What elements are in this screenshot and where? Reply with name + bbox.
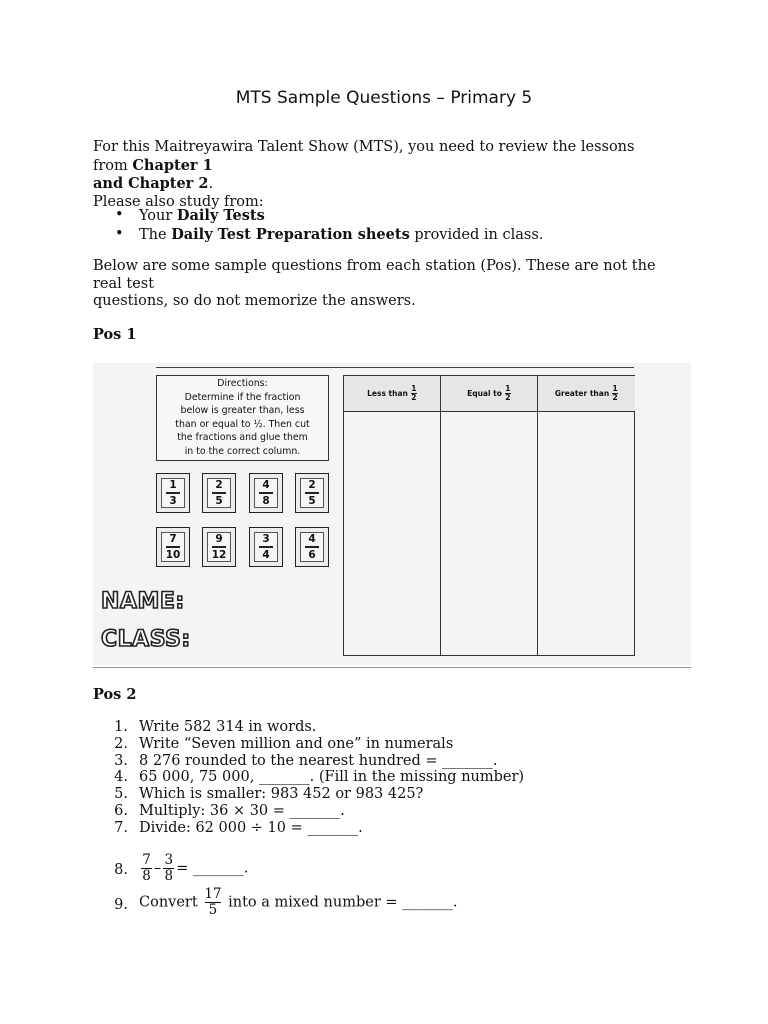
intro-line-3: Please also study from: (93, 193, 264, 210)
question-item-fraction-subtraction (93, 853, 693, 884)
pos2-heading: Pos 2 (93, 686, 137, 703)
bullet-icon: • (115, 225, 124, 242)
directions-line: than or equal to ½. Then cut (175, 418, 310, 430)
question-text: Write 582 314 in words. (139, 719, 317, 735)
column-numerator: 1 (505, 384, 511, 394)
column-label: Equal to (467, 389, 502, 398)
directions-line: in to the correct column. (184, 445, 301, 457)
question-text: 65 000, 75 000, _______. (Fill in the missing number) (139, 769, 525, 786)
fraction-card (249, 527, 283, 567)
note-line-1: Below are some sample questions from each station (Pos). These are not the real test (93, 258, 656, 292)
question-number: 8. (114, 862, 128, 878)
fraction-card (156, 473, 190, 513)
question-number: 5. (114, 786, 128, 803)
column-header-equal (441, 376, 537, 412)
list-item (93, 207, 673, 226)
question-item (93, 753, 693, 770)
fraction-denominator: 6 (308, 548, 316, 561)
fraction-card (295, 527, 329, 567)
pos1-heading: Pos 1 (93, 326, 137, 343)
question-list (93, 719, 693, 837)
fraction-card (295, 473, 329, 513)
fraction-worksheet (93, 363, 691, 665)
intro-paragraph (93, 139, 673, 211)
page-title: MTS Sample Questions – Primary 5 (235, 88, 533, 108)
fraction-card (156, 527, 190, 567)
fraction-improper (204, 887, 221, 918)
fraction-numerator: 4 (262, 479, 270, 492)
column-header-less (344, 376, 440, 412)
directions-line: below is greater than, less (180, 405, 305, 417)
directions-box (156, 375, 329, 461)
column-denominator: 2 (505, 392, 511, 402)
intro-chapter-1: Chapter 1 (132, 156, 213, 174)
fraction-card (202, 527, 236, 567)
column-numerator: 1 (411, 384, 417, 394)
question-text: Write “Seven million and one” in numerals (139, 735, 454, 752)
question-number: 6. (114, 802, 128, 819)
note-line-2: questions, so do not memorize the answers. (93, 293, 416, 309)
intro-line-2 (93, 175, 673, 194)
intro-text: For this Maitreyawira Talent Show (MTS), you need to review the lessons from (93, 139, 635, 174)
fraction-a (141, 853, 152, 884)
question-text-tail: into a mixed number = _______. (228, 894, 458, 911)
fraction-numerator: 9 (215, 533, 223, 546)
column-numerator: 1 (612, 384, 618, 394)
question-item (93, 820, 693, 837)
question-text: 8 276 rounded to the nearest hundred = _______. (139, 752, 498, 769)
column-label: Less than (367, 389, 408, 398)
column-divider (440, 376, 441, 655)
column-header-greater (538, 376, 635, 412)
directions-line: the fractions and glue them (177, 432, 308, 444)
section-divider (93, 667, 691, 668)
fraction-numerator: 4 (308, 533, 316, 546)
name-label: NAME: (101, 589, 185, 614)
question-number: 2. (114, 735, 128, 752)
intro-period: . (208, 176, 214, 192)
question-text: Convert (139, 894, 198, 911)
question-text: Multiply: 36 × 30 = _______. (139, 802, 345, 819)
fraction-card (202, 473, 236, 513)
question-number: 3. (114, 752, 128, 769)
question-item (93, 786, 693, 803)
question-text: = _______. (176, 860, 249, 877)
question-item (93, 719, 693, 736)
list-item-text: Your (139, 208, 177, 224)
note-paragraph (93, 258, 673, 311)
fraction-denominator: 5 (215, 494, 223, 507)
fraction-denominator: 12 (211, 548, 227, 561)
question-text: Which is smaller: 983 452 or 983 425? (139, 786, 424, 803)
fraction-numerator: 2 (308, 479, 316, 492)
question-item (93, 803, 693, 820)
fraction-denominator: 5 (208, 902, 218, 918)
fraction-numerator: 7 (142, 852, 151, 868)
directions-line: Directions: (217, 378, 268, 389)
worksheet-top-line (156, 367, 634, 368)
fraction-card (249, 473, 283, 513)
question-number: 1. (114, 719, 128, 735)
list-item-tail: provided in class. (409, 226, 544, 243)
question-item (93, 736, 693, 753)
fraction-numerator: 17 (204, 886, 222, 902)
list-item-bold: Daily Test Preparation sheets (171, 225, 410, 243)
list-item (93, 226, 673, 245)
fraction-numerator: 3 (262, 533, 270, 546)
fraction-denominator: 5 (308, 494, 316, 507)
intro-line-1 (93, 139, 673, 175)
question-item (93, 769, 693, 786)
question-number: 7. (114, 819, 128, 836)
column-denominator: 2 (411, 392, 417, 402)
fraction-denominator: 10 (165, 548, 181, 561)
list-item-bold: Daily Tests (176, 207, 265, 224)
bullet-icon: • (115, 207, 124, 223)
fraction-b (163, 853, 174, 884)
fraction-numerator: 3 (164, 852, 174, 868)
fraction-numerator: 7 (169, 533, 177, 546)
column-denominator: 2 (612, 392, 618, 402)
question-item-mixed-number (93, 887, 693, 918)
intro-chapter-2: and Chapter 2 (93, 175, 209, 192)
fraction-denominator: 3 (169, 494, 177, 507)
fraction-numerator: 2 (215, 479, 223, 492)
fraction-denominator: 4 (262, 548, 270, 561)
column-divider (537, 376, 538, 655)
fraction-denominator: 8 (142, 868, 151, 884)
study-list (93, 207, 673, 244)
fraction-numerator: 1 (169, 479, 177, 492)
list-item-text: The (139, 226, 172, 243)
sorting-table (343, 375, 635, 656)
class-label: CLASS: (101, 627, 191, 652)
question-number: 4. (114, 769, 128, 786)
question-text: Divide: 62 000 ÷ 10 = _______. (139, 819, 363, 836)
column-label: Greater than (554, 389, 610, 398)
fraction-denominator: 8 (164, 868, 174, 884)
minus-sign: – (154, 860, 162, 877)
fraction-denominator: 8 (262, 494, 270, 507)
directions-line: Determine if the fraction (184, 391, 301, 403)
question-number: 9. (114, 897, 128, 913)
